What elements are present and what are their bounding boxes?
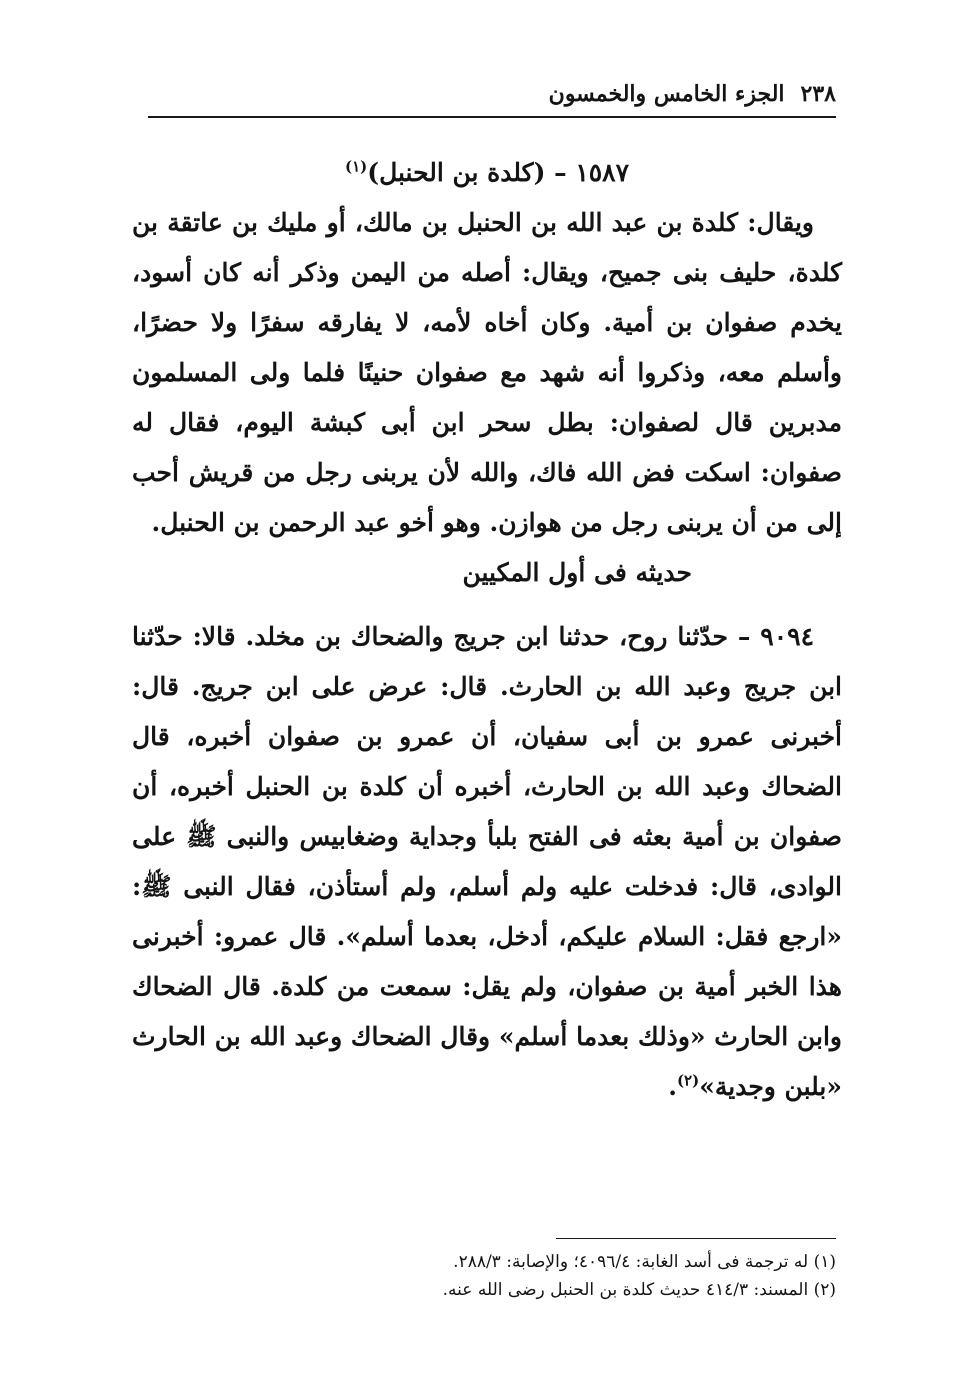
footnote-1: (١) له ترجمة فى أسد الغابة: ٤٠٩٦/٤؛ والإصابة: ٢٨٨/٣. xyxy=(453,1252,836,1272)
hadith-text: ٩٠٩٤ – حدّثنا روح، حدثنا ابن جريج والضحاك بن مخلد. قالا: حدّثنا ابن جريج وعبد الله بن الحارث. قال: عرض على ابن جريج. قال: أخبرنى عمرو بن أبى سفيان، أن عمرو بن صفوان أخبره، قال الضحاك وعبد الله بن الحارث، أخبره أن كلدة بن الحنبل أخبره، أن صفوان بن أمية بعثه فى الفتح بلبأ وجداية وضغابيس والنبى ﷺ على الوادى، قال: فدخلت عليه ولم أسلم، ولم أستأذن، فقال النبى ﷺ: «ارجع فقل: السلام عليكم، أدخل، بعدما أسلم». قال عمرو: أخبرنى هذا الخبر أمية بن صفوان، ولم يقل: سمعت من كلدة. قال الضحاك وابن الحارث «وذلك بعدما أسلم» وقال الضحاك وعبد الله بن الحارث «بلبن وجدية» xyxy=(132,622,842,1101)
hadith-footnote-marker: (٢) xyxy=(676,1071,700,1090)
hadith-subheading: حديثه فى أول المكيين xyxy=(462,558,692,587)
title-footnote-marker: (١) xyxy=(344,157,368,176)
hadith-end-mark: . xyxy=(668,1072,677,1101)
volume-title: الجزء الخامس والخمسون xyxy=(548,81,785,107)
hadith-paragraph xyxy=(132,612,842,1112)
page-number: ٢٣٨ xyxy=(800,81,836,107)
running-header xyxy=(148,74,836,114)
footnote-2: (٢) المسند: ٤١٤/٣ حديث كلدة بن الحنبل رضى الله عنه. xyxy=(442,1280,836,1300)
main-text xyxy=(132,148,842,1112)
entry-title xyxy=(132,148,842,198)
footnote-rule xyxy=(556,1238,836,1239)
entry-title-text: ١٥٨٧ – (كلدة بن الحنبل) xyxy=(367,158,630,187)
footnotes xyxy=(140,1248,836,1304)
biography-paragraph: ويقال: كلدة بن عبد الله بن الحنبل بن مالك، أو مليك بن عاتقة بن كلدة، حليف بنى جميح، ويقال: أصله من اليمن وذكر أنه كان أسود، يخدم صفوان بن أمية. وكان أخاه لأمه، لا يفارقه سفرًا ولا حضرًا، وأسلم معه، وذكروا أنه شهد مع صفوان حنينًا فلما ولى المسلمون مدبرين قال لصفوان: بطل سحر ابن أبى كبشة اليوم، فقال له صفوان: اسكت فض الله فاك، والله لأن يربنى رجل من قريش أحب إلى من أن يربنى رجل من هوازن. وهو أخو عبد الرحمن بن الحنبل. xyxy=(132,208,842,537)
header-rule xyxy=(148,116,836,118)
